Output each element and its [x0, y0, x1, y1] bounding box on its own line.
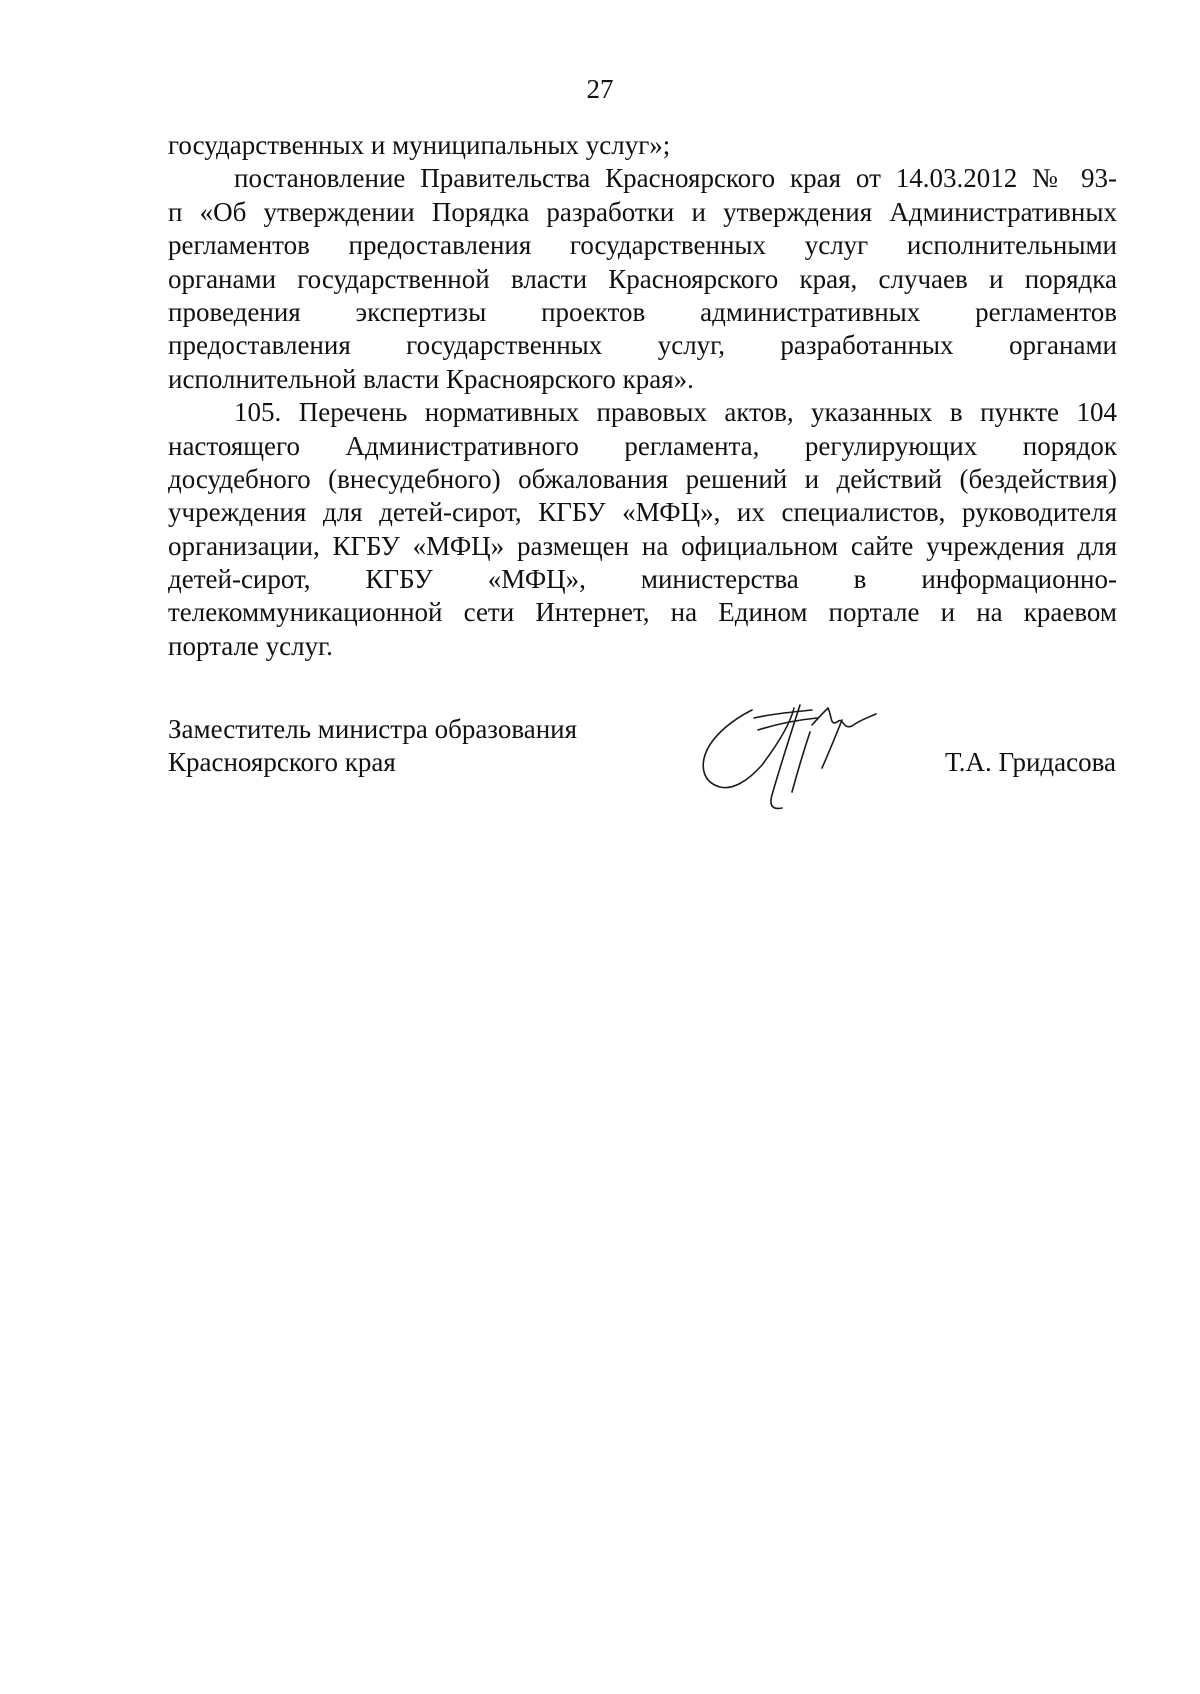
paragraph-1-line-1: государственных и муниципальных услуг»; — [168, 130, 671, 160]
paragraph-3-line-2: настоящего Административного регламента, регулирующих порядок — [168, 430, 1117, 461]
paragraph-3-line-5: организации, КГБУ «МФЦ» размещен на официальном сайте учреждения для — [168, 530, 1117, 561]
document-body — [168, 129, 1117, 663]
paragraph-2-line-4: органами государственной власти Красноярского края, случаев и порядка — [168, 263, 1117, 294]
paragraph-2-line-5: проведения экспертизы проектов административных регламентов — [168, 296, 1117, 327]
paragraph-2-line-7: исполнительной власти Красноярского края». — [168, 363, 694, 394]
paragraph-3-line-8: портале услуг. — [168, 630, 333, 661]
paragraph-2-line-3: регламентов предоставления государственных услуг исполнительными — [168, 230, 1117, 261]
signatory-position — [168, 713, 577, 780]
paragraph-3-line-7: телекоммуникационной сети Интернет, на Едином портале и на краевом — [168, 597, 1117, 628]
page-number: 27 — [586, 74, 614, 104]
paragraph-3-line-6: детей-сирот, КГБУ «МФЦ», министерства в информационно- — [168, 564, 1117, 595]
paragraph-3-line-3: досудебного (внесудебного) обжалования решений и действий (бездействия) — [168, 463, 1117, 494]
handwritten-signature — [692, 690, 892, 820]
paragraph-3-line-1: 105. Перечень нормативных правовых актов, указанных в пункте 104 — [234, 397, 1117, 428]
signature-strokes — [703, 705, 876, 808]
paragraph-2-line-6: предоставления государственных услуг, разработанных органами — [168, 330, 1117, 361]
signatory-position-line-1: Заместитель министра образования — [168, 714, 578, 744]
signatory-position-line-2: Красноярского края — [168, 747, 396, 778]
paragraph-3-line-4: учреждения для детей-сирот, КГБУ «МФЦ», их специалистов, руководителя — [168, 497, 1117, 528]
paragraph-2-line-2: п «Об утверждении Порядка разработки и утверждения Административных — [168, 196, 1117, 227]
signatory-name: Т.А. Гридасова — [945, 747, 1116, 777]
paragraph-2-line-1: постановление Правительства Красноярского края от 14.03.2012 № 93- — [234, 163, 1117, 194]
